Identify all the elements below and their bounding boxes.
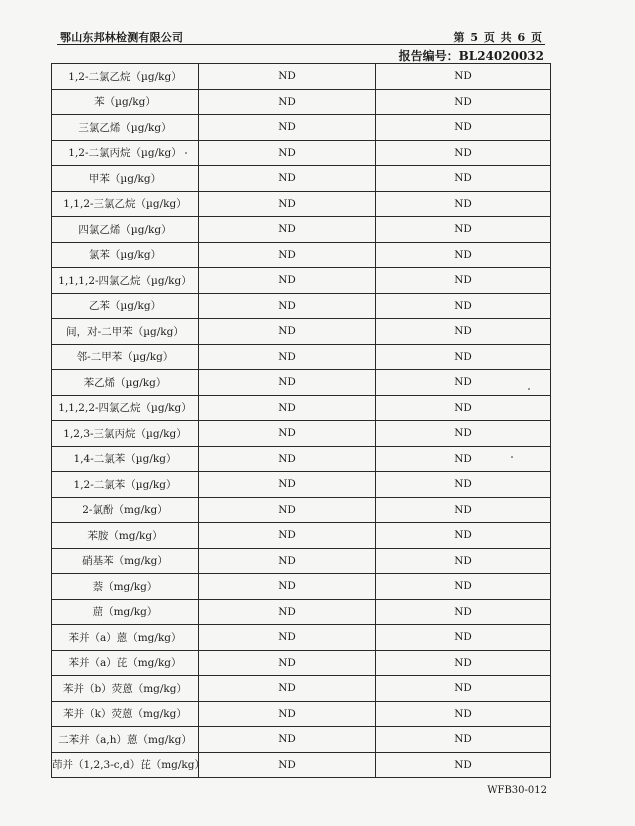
- table-row: [52, 472, 551, 498]
- result-cell-sample-1: ND: [199, 523, 376, 549]
- header-rule: [57, 44, 545, 45]
- analyte-cell: 茚并（1,2,3-c,d）芘（mg/kg）: [52, 752, 199, 778]
- result-cell-sample-2: ND: [376, 395, 551, 421]
- result-cell-sample-1: ND: [199, 242, 376, 268]
- table-row: [52, 701, 551, 727]
- result-cell-sample-1: ND: [199, 727, 376, 753]
- result-cell-sample-2: ND: [376, 166, 551, 192]
- result-cell-sample-2: ND: [376, 523, 551, 549]
- result-cell-sample-2: ND: [376, 676, 551, 702]
- result-cell-sample-2: ND: [376, 293, 551, 319]
- analyte-cell: 1,2-二氯乙烷（µg/kg）: [52, 64, 199, 90]
- result-cell-sample-1: ND: [199, 395, 376, 421]
- analyte-cell: 苯胺（mg/kg）: [52, 523, 199, 549]
- analyte-cell: 硝基苯（mg/kg）: [52, 548, 199, 574]
- result-cell-sample-1: ND: [199, 268, 376, 294]
- analyte-cell: 1,2,3-三氯丙烷（µg/kg）: [52, 421, 199, 447]
- page-number: 第 5 页 共 6 页: [453, 31, 543, 44]
- table-row: [52, 64, 551, 90]
- company-name: 鄂山东邦林检测有限公司: [60, 31, 184, 44]
- result-cell-sample-2: ND: [376, 701, 551, 727]
- table-row: [52, 727, 551, 753]
- analyte-cell: 苯并（a）蒽（mg/kg）: [52, 625, 199, 651]
- table-row: [52, 497, 551, 523]
- table-row: [52, 446, 551, 472]
- result-cell-sample-1: ND: [199, 497, 376, 523]
- result-cell-sample-1: ND: [199, 548, 376, 574]
- analyte-cell: 苯并（k）荧蒽（mg/kg）: [52, 701, 199, 727]
- result-cell-sample-2: ND: [376, 242, 551, 268]
- result-cell-sample-1: ND: [199, 701, 376, 727]
- result-cell-sample-2: ND: [376, 548, 551, 574]
- table-row: [52, 242, 551, 268]
- result-cell-sample-1: ND: [199, 89, 376, 115]
- table-row: [52, 421, 551, 447]
- result-cell-sample-1: ND: [199, 64, 376, 90]
- analyte-cell: 苯乙烯（µg/kg）: [52, 370, 199, 396]
- table-row: [52, 752, 551, 778]
- result-cell-sample-1: ND: [199, 625, 376, 651]
- analyte-cell: 二苯并（a,h）蒽（mg/kg）: [52, 727, 199, 753]
- result-cell-sample-1: ND: [199, 421, 376, 447]
- result-cell-sample-1: ND: [199, 319, 376, 345]
- analyte-cell: 氯苯（µg/kg）: [52, 242, 199, 268]
- result-cell-sample-1: ND: [199, 217, 376, 243]
- result-cell-sample-1: ND: [199, 140, 376, 166]
- result-cell-sample-1: ND: [199, 166, 376, 192]
- table-row: [52, 319, 551, 345]
- result-cell-sample-1: ND: [199, 446, 376, 472]
- result-cell-sample-2: ND: [376, 752, 551, 778]
- analyte-cell: 1,2-二氯丙烷（µg/kg）: [52, 140, 199, 166]
- analyte-cell: 苯并（b）荧蒽（mg/kg）: [52, 676, 199, 702]
- analyte-cell: 甲苯（µg/kg）: [52, 166, 199, 192]
- table-row: [52, 574, 551, 600]
- scan-speck: [185, 152, 187, 154]
- analyte-cell: 三氯乙烯（µg/kg）: [52, 115, 199, 141]
- result-cell-sample-2: ND: [376, 497, 551, 523]
- table-row: [52, 599, 551, 625]
- result-cell-sample-2: ND: [376, 421, 551, 447]
- result-cell-sample-2: ND: [376, 446, 551, 472]
- result-cell-sample-1: ND: [199, 293, 376, 319]
- table-row: [52, 140, 551, 166]
- result-cell-sample-1: ND: [199, 650, 376, 676]
- analyte-cell: 1,1,2,2-四氯乙烷（µg/kg）: [52, 395, 199, 421]
- table-row: [52, 166, 551, 192]
- table-row: [52, 344, 551, 370]
- table-row: [52, 370, 551, 396]
- table-row: [52, 115, 551, 141]
- report-number: 报告编号：BL24020032: [398, 49, 544, 63]
- result-cell-sample-1: ND: [199, 370, 376, 396]
- result-cell-sample-2: ND: [376, 319, 551, 345]
- result-cell-sample-1: ND: [199, 472, 376, 498]
- result-cell-sample-1: ND: [199, 191, 376, 217]
- result-cell-sample-2: ND: [376, 599, 551, 625]
- analyte-cell: 苯（µg/kg）: [52, 89, 199, 115]
- scan-speck: [528, 388, 530, 390]
- result-cell-sample-2: ND: [376, 370, 551, 396]
- result-cell-sample-2: ND: [376, 574, 551, 600]
- analyte-cell: 邻-二甲苯（µg/kg）: [52, 344, 199, 370]
- table-row: [52, 293, 551, 319]
- analyte-cell: 䓛（mg/kg）: [52, 599, 199, 625]
- result-cell-sample-2: ND: [376, 64, 551, 90]
- analyte-cell: 苯并（a）芘（mg/kg）: [52, 650, 199, 676]
- table-row: [52, 217, 551, 243]
- result-cell-sample-2: ND: [376, 217, 551, 243]
- scan-speck: [511, 456, 513, 458]
- table-row: [52, 676, 551, 702]
- result-cell-sample-1: ND: [199, 676, 376, 702]
- table-row: [52, 395, 551, 421]
- table-row: [52, 625, 551, 651]
- analyte-cell: 2-氯酚（mg/kg）: [52, 497, 199, 523]
- analyte-cell: 1,2-二氯苯（µg/kg）: [52, 472, 199, 498]
- result-cell-sample-2: ND: [376, 625, 551, 651]
- analyte-cell: 1,1,2-三氯乙烷（µg/kg）: [52, 191, 199, 217]
- analyte-cell: 四氯乙烯（µg/kg）: [52, 217, 199, 243]
- analyte-cell: 乙苯（µg/kg）: [52, 293, 199, 319]
- table-row: [52, 548, 551, 574]
- result-cell-sample-2: ND: [376, 650, 551, 676]
- result-cell-sample-2: ND: [376, 89, 551, 115]
- result-cell-sample-2: ND: [376, 140, 551, 166]
- analyte-cell: 间，对-二甲苯（µg/kg）: [52, 319, 199, 345]
- result-cell-sample-1: ND: [199, 344, 376, 370]
- table-row: [52, 89, 551, 115]
- table-row: [52, 523, 551, 549]
- result-cell-sample-1: ND: [199, 752, 376, 778]
- result-cell-sample-1: ND: [199, 115, 376, 141]
- result-cell-sample-2: ND: [376, 191, 551, 217]
- table-row: [52, 268, 551, 294]
- results-table: [51, 63, 551, 778]
- table-row: [52, 650, 551, 676]
- analyte-cell: 1,1,1,2-四氯乙烷（µg/kg）: [52, 268, 199, 294]
- result-cell-sample-2: ND: [376, 727, 551, 753]
- result-cell-sample-1: ND: [199, 599, 376, 625]
- result-cell-sample-2: ND: [376, 268, 551, 294]
- result-cell-sample-2: ND: [376, 344, 551, 370]
- form-code: WFB30-012: [487, 785, 547, 796]
- result-cell-sample-2: ND: [376, 115, 551, 141]
- analyte-cell: 1,4-二氯苯（µg/kg）: [52, 446, 199, 472]
- analyte-cell: 萘（mg/kg）: [52, 574, 199, 600]
- result-cell-sample-1: ND: [199, 574, 376, 600]
- result-cell-sample-2: ND: [376, 472, 551, 498]
- table-row: [52, 191, 551, 217]
